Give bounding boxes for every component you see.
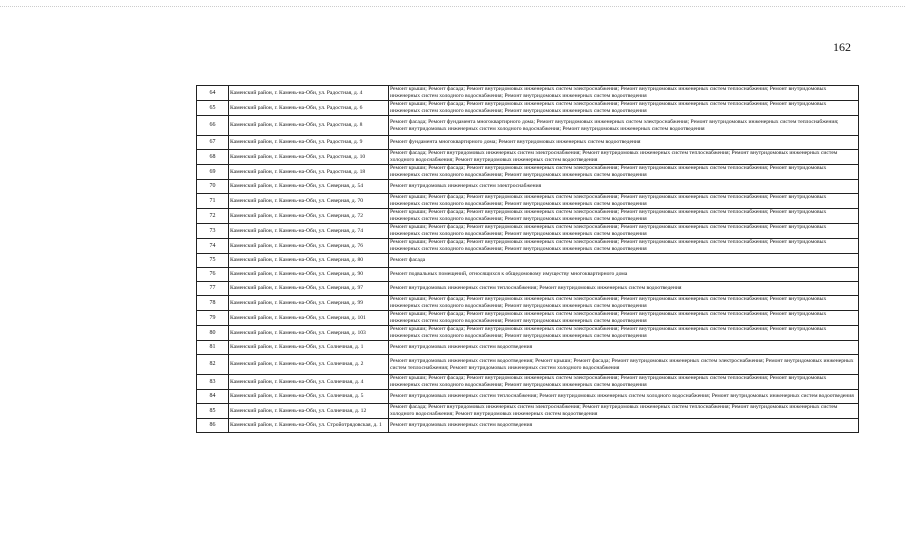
- row-address: Каменский район, г. Камень-на-Оби, ул. Стройотрядовская, д. 1: [229, 419, 389, 433]
- row-works: Ремонт внутридомовых инженерных систем теплоснабжения; Ремонт внутридомовых инженерных систем холодного водоснабжения; Ремонт внутридомовых инженерных систем водоотведения: [389, 390, 859, 404]
- row-address: Каменский район, г. Камень-на-Оби, ул. Радостная, д. 18: [229, 165, 389, 180]
- row-works: Ремонт фасада; Ремонт внутридомовых инженерных систем электроснабжения; Ремонт внутридомовых инженерных систем теплоснабжения; Ремонт внутридомовых инженерных систем холодного водоснабжения; Ремонт внутридомовых инженерных систем водоотведения: [389, 150, 859, 165]
- row-works: Ремонт крыши; Ремонт фасада; Ремонт внутридомовых инженерных систем электроснабжения; Ремонт внутридомовых инженерных систем теплоснабжения; Ремонт внутридомовых инженерных систем холодного водоснабжения; Ремонт внутридомовых инженерных систем водоотведения: [389, 375, 859, 390]
- row-works: Ремонт внутридомовых инженерных систем электроснабжения: [389, 180, 859, 194]
- row-address: Каменский район, г. Камень-на-Оби, ул. Радостная, д. 4: [229, 86, 389, 101]
- row-address: Каменский район, г. Камень-на-Оби, ул. Северная, д. 80: [229, 254, 389, 268]
- table-row: [197, 224, 859, 239]
- row-works: Ремонт крыши; Ремонт фасада; Ремонт внутридомовых инженерных систем электроснабжения; Ремонт внутридомовых инженерных систем теплоснабжения; Ремонт внутридомовых инженерных систем холодного водоснабжения; Ремонт внутридомовых инженерных систем водоотведения: [389, 86, 859, 101]
- row-number: 74: [197, 239, 229, 254]
- row-works: Ремонт подвальных помещений, относящихся к общедомовому имуществу многоквартирного дома: [389, 268, 859, 282]
- page-number: 162: [833, 40, 851, 54]
- row-number: 70: [197, 180, 229, 194]
- row-number: 86: [197, 419, 229, 433]
- row-address: Каменский район, г. Камень-на-Оби, ул. Северная, д. 54: [229, 180, 389, 194]
- table-row: [197, 311, 859, 326]
- row-works: Ремонт крыши; Ремонт фасада; Ремонт внутридомовых инженерных систем электроснабжения; Ремонт внутридомовых инженерных систем теплоснабжения; Ремонт внутридомовых инженерных систем холодного водоснабжения; Ремонт внутридомовых инженерных систем водоотведения: [389, 165, 859, 180]
- row-address: Каменский район, г. Камень-на-Оби, ул. Северная, д. 101: [229, 311, 389, 326]
- table-row: [197, 86, 859, 101]
- row-number: 72: [197, 209, 229, 224]
- row-works: Ремонт внутридомовых инженерных систем водоотведения; Ремонт крыши; Ремонт фасада; Ремонт внутридомовых инженерных систем электроснабжения; Ремонт внутридомовых инженерных систем теплоснабжения; Ремонт внутридомовых инженерных систем холодного водоснабжения: [389, 355, 859, 375]
- row-address: Каменский район, г. Камень-на-Оби, ул. Солнечная, д. 12: [229, 404, 389, 419]
- row-address: Каменский район, г. Камень-на-Оби, ул. Солнечная, д. 5: [229, 390, 389, 404]
- table-row: [197, 375, 859, 390]
- table-row: [197, 404, 859, 419]
- row-number: 80: [197, 326, 229, 341]
- row-address: Каменский район, г. Камень-на-Оби, ул. Северная, д. 97: [229, 282, 389, 296]
- repair-table-body: [197, 86, 859, 433]
- row-number: 78: [197, 296, 229, 311]
- table-row: [197, 341, 859, 355]
- table-row: [197, 239, 859, 254]
- row-address: Каменский район, г. Камень-на-Оби, ул. Северная, д. 76: [229, 239, 389, 254]
- table-row: [197, 136, 859, 150]
- row-address: Каменский район, г. Камень-на-Оби, ул. Северная, д. 99: [229, 296, 389, 311]
- table-row: [197, 390, 859, 404]
- row-number: 77: [197, 282, 229, 296]
- row-number: 71: [197, 194, 229, 209]
- row-number: 84: [197, 390, 229, 404]
- row-number: 75: [197, 254, 229, 268]
- table-row: [197, 254, 859, 268]
- row-number: 81: [197, 341, 229, 355]
- table-row: [197, 165, 859, 180]
- row-works: Ремонт фасада; Ремонт внутридомовых инженерных систем электроснабжения; Ремонт внутридомовых инженерных систем теплоснабжения; Ремонт внутридомовых инженерных систем холодного водоснабжения; Ремонт внутридомовых инженерных систем водоотведения: [389, 404, 859, 419]
- row-works: Ремонт крыши; Ремонт фасада; Ремонт внутридомовых инженерных систем электроснабжения; Ремонт внутридомовых инженерных систем теплоснабжения; Ремонт внутридомовых инженерных систем холодного водоснабжения; Ремонт внутридомовых инженерных систем водоотведения: [389, 239, 859, 254]
- row-number: 85: [197, 404, 229, 419]
- row-number: 76: [197, 268, 229, 282]
- row-address: Каменский район, г. Камень-на-Оби, ул. Северная, д. 90: [229, 268, 389, 282]
- table-row: [197, 296, 859, 311]
- table-row: [197, 116, 859, 136]
- row-address: Каменский район, г. Камень-на-Оби, ул. Солнечная, д. 2: [229, 355, 389, 375]
- top-rule: [0, 6, 905, 7]
- row-address: Каменский район, г. Камень-на-Оби, ул. Солнечная, д. 1: [229, 341, 389, 355]
- row-works: Ремонт крыши; Ремонт фасада; Ремонт внутридомовых инженерных систем электроснабжения; Ремонт внутридомовых инженерных систем теплоснабжения; Ремонт внутридомовых инженерных систем холодного водоснабжения; Ремонт внутридомовых инженерных систем водоотведения: [389, 101, 859, 116]
- table-row: [197, 194, 859, 209]
- row-address: Каменский район, г. Камень-на-Оби, ул. Радостная, д. 8: [229, 116, 389, 136]
- row-address: Каменский район, г. Камень-на-Оби, ул. Северная, д. 103: [229, 326, 389, 341]
- repair-table: [196, 85, 859, 433]
- row-number: 69: [197, 165, 229, 180]
- row-works: Ремонт крыши; Ремонт фасада; Ремонт внутридомовых инженерных систем электроснабжения; Ремонт внутридомовых инженерных систем теплоснабжения; Ремонт внутридомовых инженерных систем холодного водоснабжения; Ремонт внутридомовых инженерных систем водоотведения: [389, 326, 859, 341]
- row-number: 65: [197, 101, 229, 116]
- row-works: Ремонт фасада: [389, 254, 859, 268]
- table-row: [197, 209, 859, 224]
- table-row: [197, 268, 859, 282]
- row-address: Каменский район, г. Камень-на-Оби, ул. Радостная, д. 10: [229, 150, 389, 165]
- table-row: [197, 326, 859, 341]
- row-number: 64: [197, 86, 229, 101]
- row-number: 83: [197, 375, 229, 390]
- row-number: 68: [197, 150, 229, 165]
- row-works: Ремонт внутридомовых инженерных систем водоотведения: [389, 341, 859, 355]
- row-address: Каменский район, г. Камень-на-Оби, ул. Радостная, д. 9: [229, 136, 389, 150]
- table-row: [197, 150, 859, 165]
- row-works: Ремонт внутридомовых инженерных систем водоотведения: [389, 419, 859, 433]
- row-works: Ремонт крыши; Ремонт фасада; Ремонт внутридомовых инженерных систем электроснабжения; Ремонт внутридомовых инженерных систем теплоснабжения; Ремонт внутридомовых инженерных систем холодного водоснабжения; Ремонт внутридомовых инженерных систем водоотведения: [389, 296, 859, 311]
- row-number: 66: [197, 116, 229, 136]
- row-number: 82: [197, 355, 229, 375]
- table-row: [197, 355, 859, 375]
- row-works: Ремонт внутридомовых инженерных систем теплоснабжения; Ремонт внутридомовых инженерных систем водоотведения: [389, 282, 859, 296]
- row-address: Каменский район, г. Камень-на-Оби, ул. Северная, д. 74: [229, 224, 389, 239]
- row-address: Каменский район, г. Камень-на-Оби, ул. Северная, д. 70: [229, 194, 389, 209]
- row-address: Каменский район, г. Камень-на-Оби, ул. Северная, д. 72: [229, 209, 389, 224]
- row-works: Ремонт крыши; Ремонт фасада; Ремонт внутридомовых инженерных систем электроснабжения; Ремонт внутридомовых инженерных систем теплоснабжения; Ремонт внутридомовых инженерных систем холодного водоснабжения; Ремонт внутридомовых инженерных систем водоотведения: [389, 194, 859, 209]
- row-address: Каменский район, г. Камень-на-Оби, ул. Радостная, д. 6: [229, 101, 389, 116]
- row-works: Ремонт фундамента многоквартирного дома; Ремонт внутридомовых инженерных систем водоотведения: [389, 136, 859, 150]
- table-row: [197, 419, 859, 433]
- table-row: [197, 101, 859, 116]
- row-number: 73: [197, 224, 229, 239]
- row-address: Каменский район, г. Камень-на-Оби, ул. Солнечная, д. 4: [229, 375, 389, 390]
- table-row: [197, 180, 859, 194]
- row-works: Ремонт крыши; Ремонт фасада; Ремонт внутридомовых инженерных систем электроснабжения; Ремонт внутридомовых инженерных систем теплоснабжения; Ремонт внутридомовых инженерных систем холодного водоснабжения; Ремонт внутридомовых инженерных систем водоотведения: [389, 209, 859, 224]
- row-number: 79: [197, 311, 229, 326]
- row-works: Ремонт крыши; Ремонт фасада; Ремонт внутридомовых инженерных систем электроснабжения; Ремонт внутридомовых инженерных систем теплоснабжения; Ремонт внутридомовых инженерных систем холодного водоснабжения; Ремонт внутридомовых инженерных систем водоотведения: [389, 311, 859, 326]
- row-works: Ремонт крыши; Ремонт фасада; Ремонт внутридомовых инженерных систем электроснабжения; Ремонт внутридомовых инженерных систем теплоснабжения; Ремонт внутридомовых инженерных систем холодного водоснабжения; Ремонт внутридомовых инженерных систем водоотведения: [389, 224, 859, 239]
- row-number: 67: [197, 136, 229, 150]
- row-works: Ремонт фасада; Ремонт фундамента многоквартирного дома; Ремонт внутридомовых инженерных систем электроснабжения; Ремонт внутридомовых инженерных систем теплоснабжения; Ремонт внутридомовых инженерных систем холодного водоснабжения; Ремонт внутридомовых инженерных систем водоотведения: [389, 116, 859, 136]
- table-row: [197, 282, 859, 296]
